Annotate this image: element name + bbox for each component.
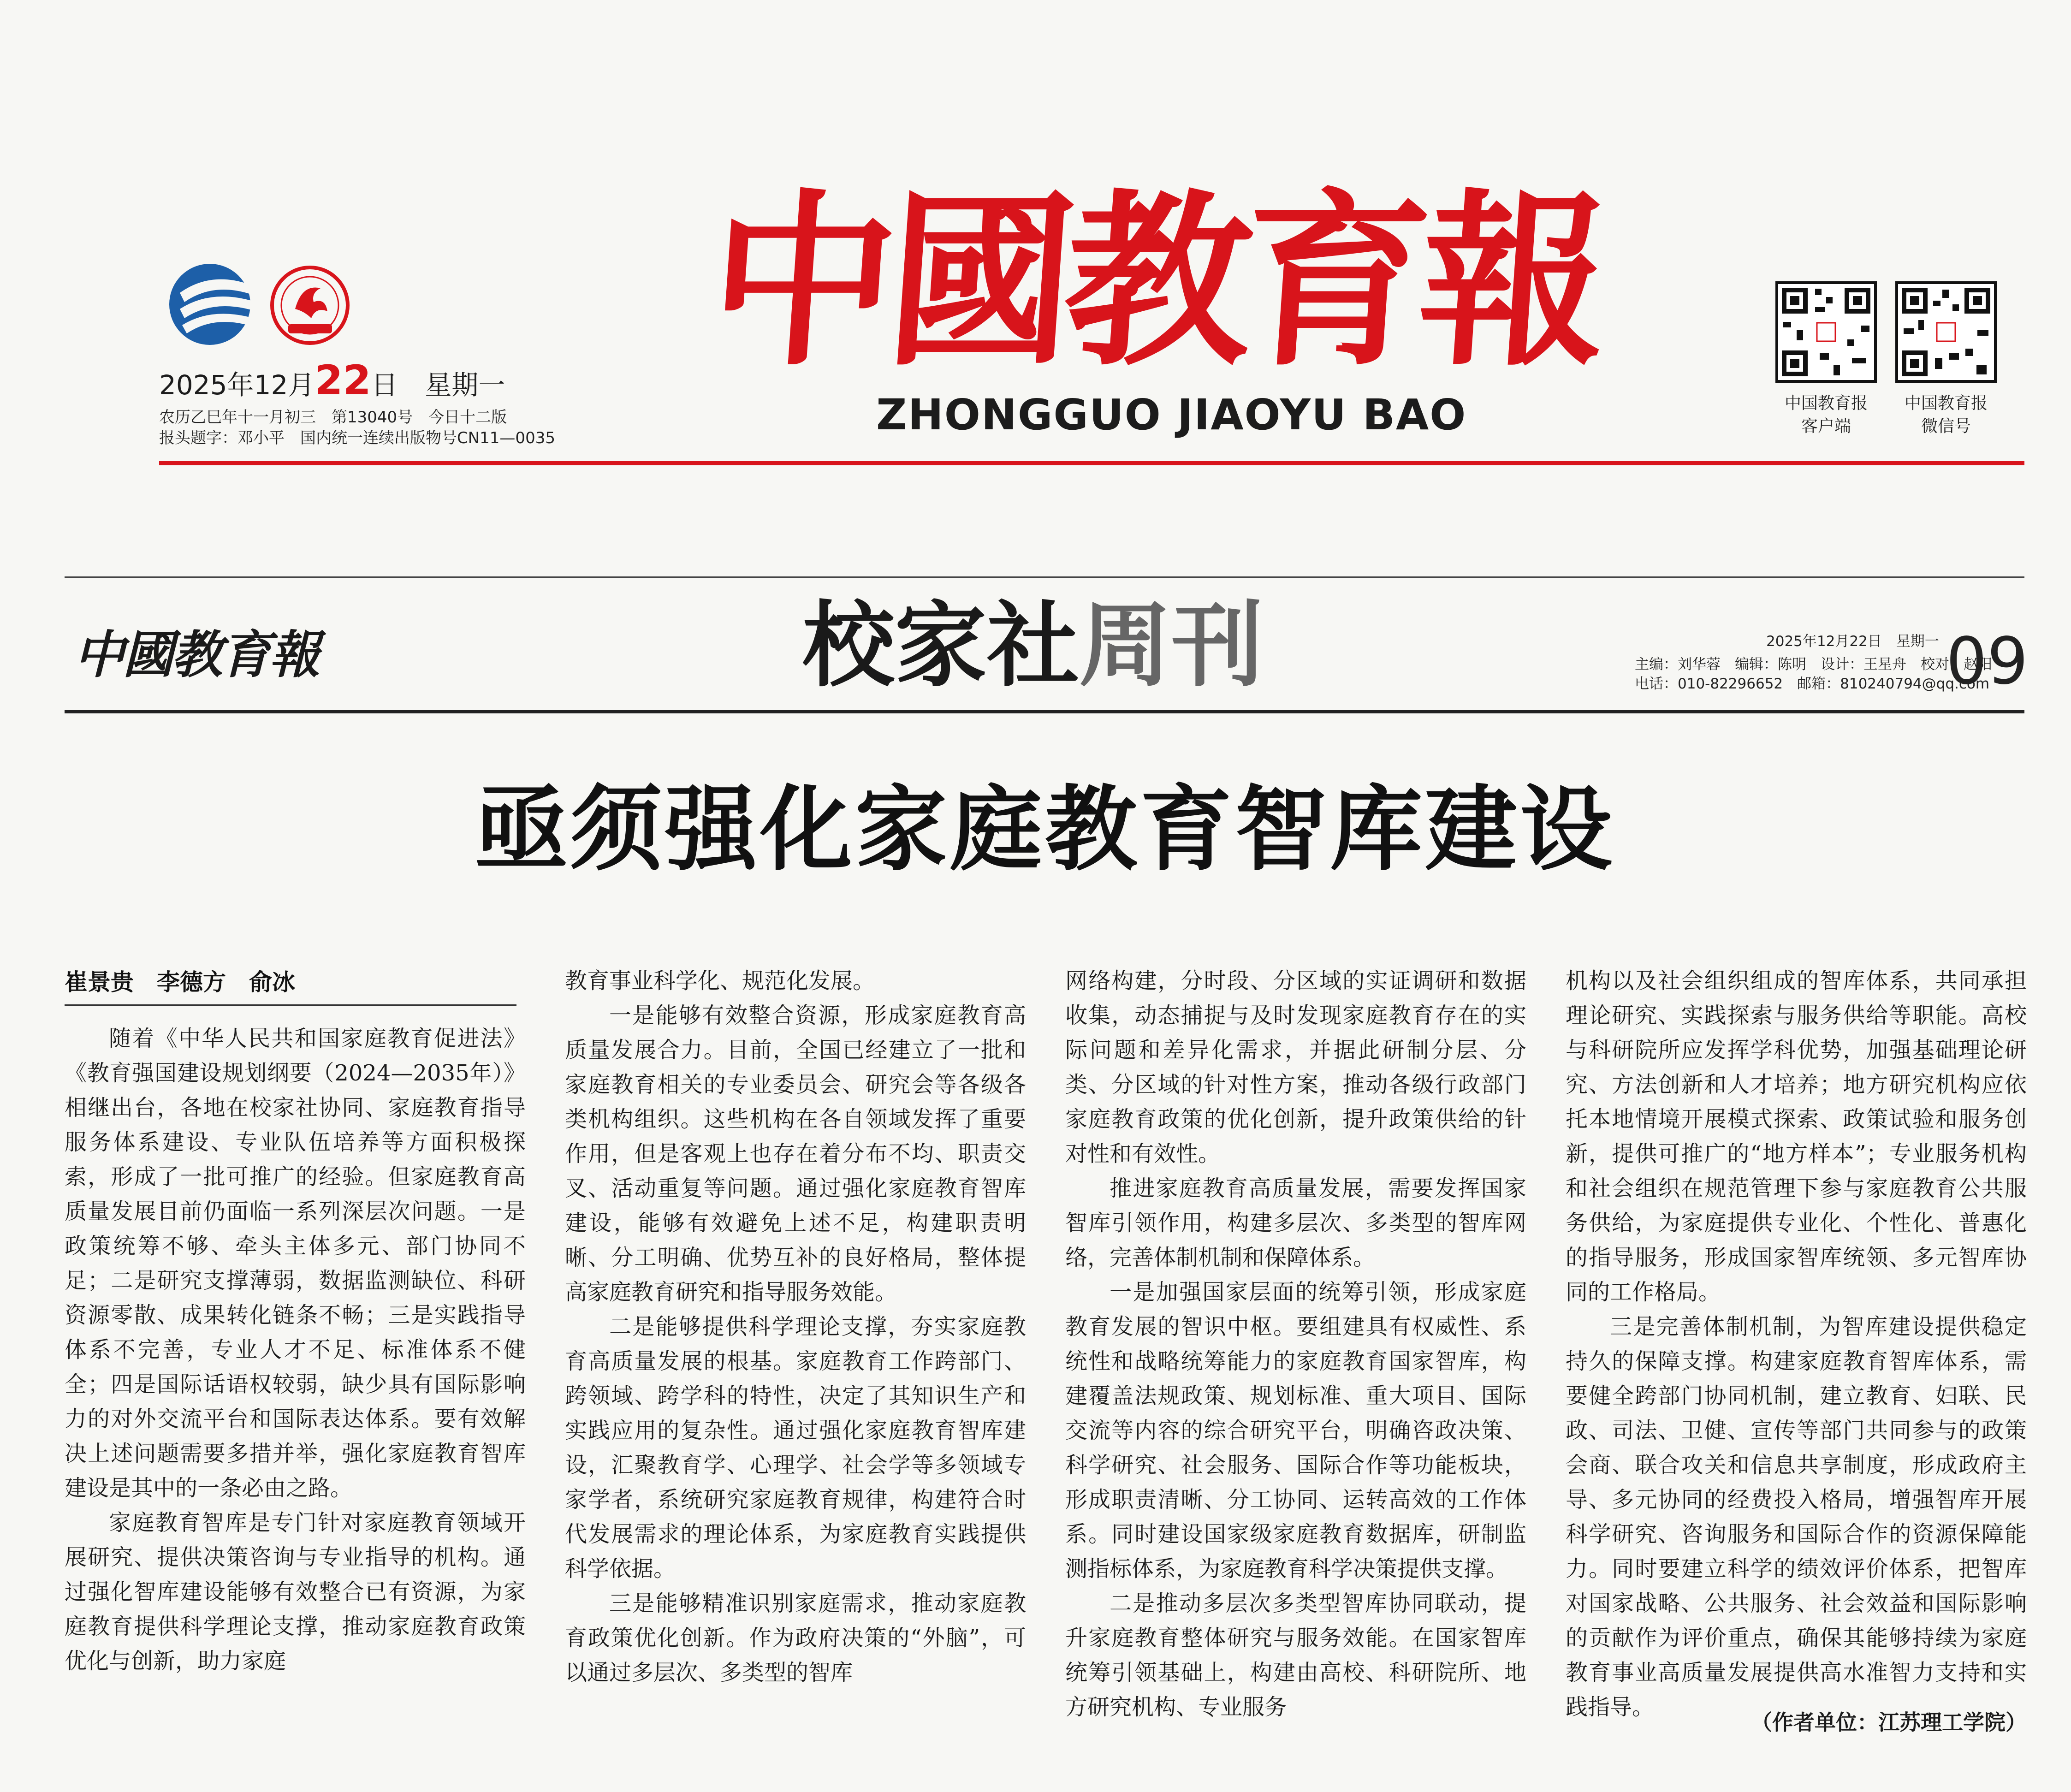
weekday: 星期一 [425, 369, 505, 401]
article-column-3 [1065, 964, 1526, 1741]
author-divider [65, 1004, 516, 1006]
anniversary-seal-icon [270, 265, 350, 346]
client-qr-label-line1: 中国教育报 [1784, 394, 1868, 413]
client-qr-label-line2: 客户端 [1801, 417, 1851, 436]
issue-registration: 报头题字：邓小平 国内统一连续出版物号CN11—0035 [159, 429, 555, 447]
paragraph: 三是能够精准识别家庭需求，推动家庭教育政策优化创新。作为政府决策的“外脑”，可以通过多层次、多类型的智库 [565, 1590, 1026, 1685]
date-prefix: 2025年12月 [159, 369, 315, 401]
article-column-1 [65, 1021, 526, 1741]
issue-info: 农历乙巳年十一月初三 第13040号 今日十二版 [159, 408, 507, 427]
paragraph: 网络构建，分时段、分区域的实证调研和数据收集，动态捕捉与及时发现家庭教育存在的实际问题和差异化需求，并据此研制分层、分类、分区域的针对性方案，推动各级行政部门家庭教育政策的优化创新，提升政策供给的针对性和有效性。 [1065, 968, 1526, 1167]
masthead-title: 中國教育報 [702, 172, 1606, 391]
paragraph: 一是能够有效整合资源，形成家庭教育高质量发展合力。目前，全国已经建立了一批和家庭教育相关的专业委员会、研究会等各级各类机构组织。这些机构在各自领域发挥了重要作用，但是客观上也存在着分布不均、职责交叉、活动重复等问题。通过强化家庭教育智库建设，能够有效避免上述不足，构建职责明晰、分工明确、优势互补的良好格局，整体提高家庭教育研究和指导服务效能。 [565, 1003, 1026, 1305]
page-number: 09 [1946, 624, 2029, 699]
article-authors: 崔景贵 李德方 俞冰 [65, 969, 295, 996]
client-qr-code[interactable] [1775, 281, 1877, 383]
client-qr-label [1766, 392, 1886, 438]
article-column-4 [1566, 964, 2027, 1720]
wechat-qr-code[interactable] [1895, 281, 1997, 383]
paragraph: 推进家庭教育高质量发展，需要发挥国家智库引领作用，构建多层次、多类型的智库网络，完善体制机制和保障体系。 [1065, 1175, 1526, 1270]
paragraph: 家庭教育智库是专门针对家庭教育领域开展研究、提供决策咨询与专业指导的机构。通过强化智库建设能够有效整合已有资源，为家庭教育提供科学理论支撑，推动家庭教育政策优化与创新，助力家庭 [65, 1510, 526, 1674]
paragraph: 二是推动多层次多类型智库协同联动，提升家庭教育整体研究与服务效能。在国家智库统筹引领基础上，构建由高校、科研院所、地方研究机构、专业服务 [1065, 1590, 1526, 1720]
section-title-main: 校家社 [802, 591, 1080, 700]
article-headline: 亟须强化家庭教育智库建设 [475, 776, 1615, 884]
section-contact: 电话：010-82296652 邮箱：810240794@qq.com [1635, 676, 1990, 692]
wechat-qr-label-line1: 中国教育报 [1904, 394, 1988, 413]
date-suffix: 日 [371, 369, 398, 401]
issue-date [159, 355, 574, 406]
section-newspaper-logo: 中國教育報 [74, 625, 318, 684]
paragraph: 一是加强国家层面的统筹引领，形成家庭教育发展的智识中枢。要组建具有权威性、系统性和战略统筹能力的家庭教育国家智库，构建覆盖法规政策、规划标准、重大项目、国际交流等内容的综合研究平台，明确咨政决策、科学研究、社会服务、国际合作等功能板块，形成职责清晰、分工协同、运转高效的工作体系。同时建设国家级家庭教育数据库，研制监测指标体系，为家庭教育科学决策提供支撑。 [1065, 1279, 1526, 1582]
article-column-2 [565, 964, 1026, 1741]
paragraph: 二是能够提供科学理论支撑，夯实家庭教育高质量发展的根基。家庭教育工作跨部门、跨领域、跨学科的特性，决定了其知识生产和实践应用的复杂性。通过强化家庭教育智库建设，汇聚教育学、心理学、社会学等多领域专家学者，系统研究家庭教育规律，构建符合时代发展需求的理论体系，为家庭教育实践提供科学依据。 [565, 1314, 1026, 1582]
section-top-rule [65, 576, 2024, 578]
masthead-pinyin: ZHONGGUO JIAOYU BAO [876, 390, 1467, 439]
section-title-weekly: 周刊 [1079, 591, 1264, 700]
newspaper-emblem-icon [161, 261, 263, 348]
section-editors: 主编：刘华蓉 编辑：陈明 设计：王星舟 校对：赵阳 [1635, 656, 1992, 673]
date-day: 22 [315, 356, 371, 404]
section-date: 2025年12月22日 星期一 [1766, 633, 1939, 650]
paragraph: 机构以及社会组织组成的智库体系，共同承担理论研究、实践探索与服务供给等职能。高校与科研院所应发挥学科优势，加强基础理论研究、方法创新和人才培养；地方研究机构应依托本地情境开展模式探索、政策试验和服务创新，提供可推广的“地方样本”；专业服务机构和社会组织在规范管理下参与家庭教育公共服务供给，为家庭提供专业化、个性化、普惠化的指导服务，形成国家智库统领、多元智库协同的工作格局。 [1566, 968, 2027, 1305]
wechat-qr-label-line2: 微信号 [1921, 417, 1971, 436]
masthead-divider [159, 461, 2024, 465]
author-affiliation: （作者单位：江苏理工学院） [1751, 1710, 2027, 1735]
section-bottom-rule [65, 710, 2024, 713]
paragraph: 教育事业科学化、规范化发展。 [565, 968, 875, 994]
paragraph: 三是完善体制机制，为智库建设提供稳定持久的保障支撑。构建家庭教育智库体系，需要健全跨部门协同机制，建立教育、妇联、民政、司法、卫健、宣传等部门共同参与的政策会商、联合攻关和信息共享制度，形成政府主导、多元协同的经费投入格局，增强智库开展科学研究、咨询服务和国际合作的资源保障能力。同时要建立科学的绩效评价体系，把智库对国家战略、公共服务、社会效益和国际影响的贡献作为评价重点，确保其能够持续为家庭教育事业高质量发展提供高水准智力支持和实践指导。 [1566, 1314, 2027, 1720]
section-title [802, 590, 1319, 701]
wechat-qr-label [1886, 392, 2006, 438]
paragraph: 随着《中华人民共和国家庭教育促进法》《教育强国建设规划纲要（2024—2035年）》相继出台，各地在校家社协同、家庭教育指导服务体系建设、专业队伍培养等方面积极探索，形成了一批可推广的经验。但家庭教育高质量发展目前仍面临一系列深层次问题。一是政策统筹不够、牵头主体多元、部门协同不足；二是研究支撑薄弱，数据监测缺位、科研资源零散、成果转化链条不畅；三是实践指导体系不完善，专业人才不足、标准体系不健全；四是国际话语权较弱，缺少具有国际影响力的对外交流平台和国际表达体系。要有效解决上述问题需要多措并举，强化家庭教育智库建设是其中的一条必由之路。 [65, 1026, 526, 1501]
